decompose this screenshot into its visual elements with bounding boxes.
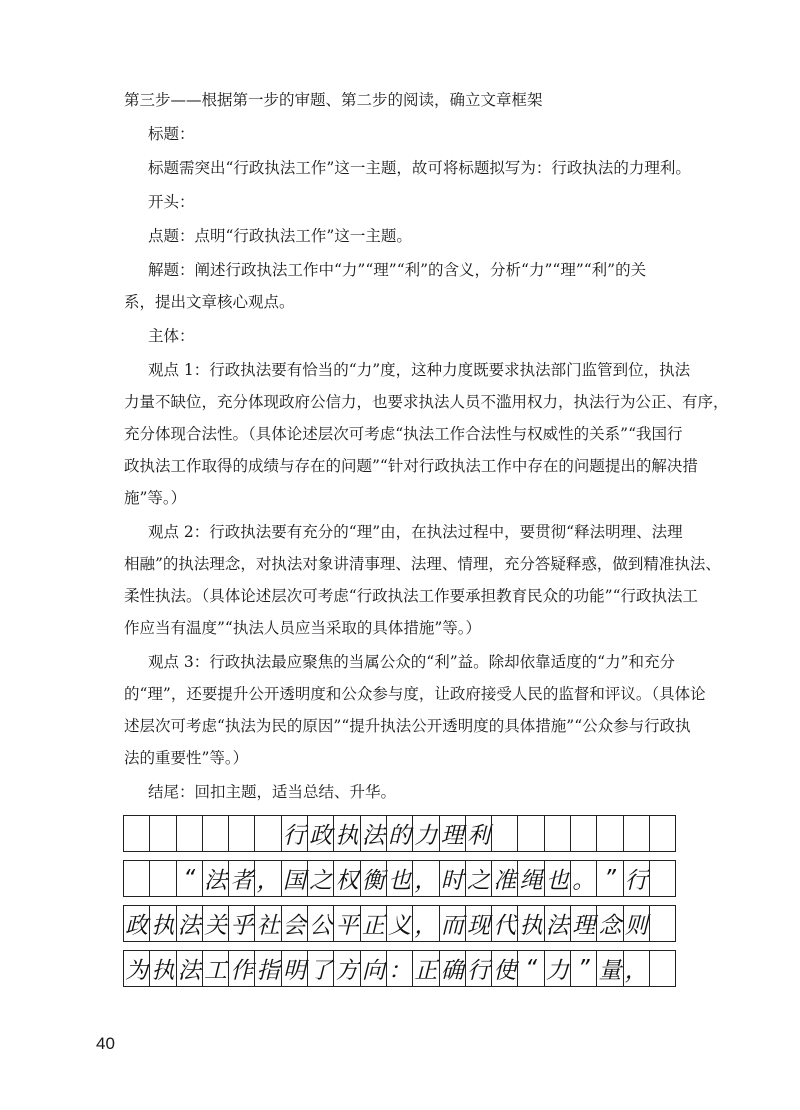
viewpoint-3-line-2: 的“理”，还要提升公开透明度和公众参与度，让政府接受人民的监督和评议。（具体论 — [124, 685, 706, 703]
grid-row — [124, 905, 676, 942]
grid-cell — [176, 815, 203, 852]
grid-cell: 代 — [491, 905, 518, 942]
grid-cell — [649, 860, 676, 897]
grid-cell: 的 — [386, 815, 413, 852]
grid-cell — [123, 860, 150, 897]
opening-point: 点题：点明“行政执法工作”这一主题。 — [148, 227, 412, 245]
grid-cell: “ — [176, 860, 203, 897]
grid-cell — [228, 815, 255, 852]
grid-cell — [123, 815, 150, 852]
grid-cell: 法 — [544, 905, 571, 942]
grid-cell — [596, 815, 623, 852]
grid-cell: 执 — [149, 905, 176, 942]
grid-cell — [544, 815, 571, 852]
grid-cell: 而 — [439, 905, 466, 942]
grid-cell: 行 — [281, 815, 308, 852]
grid-cell: 作 — [228, 950, 255, 987]
grid-cell: 法 — [360, 815, 387, 852]
grid-cell: ” — [596, 860, 623, 897]
grid-row — [124, 860, 676, 897]
grid-cell: 利 — [465, 815, 492, 852]
grid-cell: 乎 — [228, 905, 255, 942]
viewpoint-1-line-3: 充分体现合法性。（具体论述层次可考虑“执法工作合法性与权威性的关系”“我国行 — [124, 425, 683, 443]
grid-cell: 工 — [202, 950, 229, 987]
grid-cell: 绳 — [517, 860, 544, 897]
grid-cell: 国 — [281, 860, 308, 897]
grid-cell: 执 — [149, 950, 176, 987]
grid-cell: 会 — [281, 905, 308, 942]
grid-cell — [149, 860, 176, 897]
grid-cell — [649, 905, 676, 942]
grid-cell: 理 — [570, 905, 597, 942]
viewpoint-3-line-1: 观点 3：行政执法最应聚焦的当属公众的“利”益。除却依靠适度的“力”和充分 — [148, 653, 675, 671]
grid-cell: 义 — [386, 905, 413, 942]
grid-cell: 平 — [333, 905, 360, 942]
grid-cell: 行 — [623, 860, 650, 897]
grid-cell: ， — [623, 950, 650, 987]
grid-cell: 指 — [254, 950, 281, 987]
label-body: 主体： — [148, 327, 195, 345]
grid-cell: 正 — [360, 905, 387, 942]
grid-cell: 明 — [281, 950, 308, 987]
grid-cell: 权 — [333, 860, 360, 897]
grid-cell: 者 — [228, 860, 255, 897]
grid-cell: 之 — [307, 860, 334, 897]
grid-cell: “ — [517, 950, 544, 987]
grid-cell: 政 — [307, 815, 334, 852]
viewpoint-2-line-3: 柔性执法。（具体论述层次可考虑“行政执法工作要承担教育民众的功能”“行政执法工 — [124, 587, 699, 605]
ending-text: 结尾：回扣主题，适当总结、升华。 — [148, 783, 397, 801]
opening-explain-line-2: 系，提出文章核心观点。 — [124, 293, 295, 311]
grid-cell: ” — [570, 950, 597, 987]
viewpoint-2-line-2: 相融”的执法理念，对执法对象讲清事理、法理、情理，充分答疑释惑，做到精准执法、 — [124, 555, 721, 573]
viewpoint-1-line-4: 政执法工作取得的成绩与存在的问题”“针对行政执法工作中存在的问题提出的解决措 — [124, 457, 698, 475]
grid-cell: 。 — [570, 860, 597, 897]
grid-cell: 法 — [176, 905, 203, 942]
grid-cell — [202, 815, 229, 852]
grid-cell: 向 — [360, 950, 387, 987]
label-title: 标题： — [148, 125, 195, 143]
grid-cell: 确 — [439, 950, 466, 987]
grid-cell: 力 — [544, 950, 571, 987]
grid-cell: 力 — [412, 815, 439, 852]
grid-cell — [623, 815, 650, 852]
grid-cell — [491, 815, 518, 852]
grid-cell — [649, 815, 676, 852]
grid-cell: 则 — [623, 905, 650, 942]
grid-cell: 法 — [202, 860, 229, 897]
grid-cell: 念 — [596, 905, 623, 942]
grid-cell: ， — [412, 905, 439, 942]
grid-cell: 时 — [439, 860, 466, 897]
grid-cell: 正 — [412, 950, 439, 987]
grid-row — [124, 950, 676, 987]
grid-cell: 了 — [307, 950, 334, 987]
grid-cell: ： — [386, 950, 413, 987]
grid-cell — [149, 815, 176, 852]
grid-cell — [570, 815, 597, 852]
label-opening: 开头： — [148, 193, 195, 211]
grid-cell: 为 — [123, 950, 150, 987]
viewpoint-1-line-2: 力量不缺位，充分体现政府公信力，也要求执法人员不滥用权力，执法行为公正、有序， — [124, 393, 729, 411]
grid-cell: 法 — [176, 950, 203, 987]
viewpoint-2-line-4: 作应当有温度”“执法人员应当采取的具体措施”等。） — [124, 619, 482, 637]
grid-cell: 使 — [491, 950, 518, 987]
grid-cell: 也 — [386, 860, 413, 897]
grid-cell — [517, 815, 544, 852]
grid-cell: 方 — [333, 950, 360, 987]
grid-row — [124, 815, 676, 852]
grid-cell: 执 — [517, 905, 544, 942]
grid-cell: 量 — [596, 950, 623, 987]
grid-cell: ， — [412, 860, 439, 897]
grid-cell: 社 — [254, 905, 281, 942]
viewpoint-1-line-1: 观点 1：行政执法要有恰当的“力”度，这种力度既要求执法部门监管到位，执法 — [148, 361, 691, 379]
grid-cell: 行 — [465, 950, 492, 987]
grid-cell: 准 — [491, 860, 518, 897]
grid-cell: 衡 — [360, 860, 387, 897]
grid-cell: 关 — [202, 905, 229, 942]
grid-cell — [254, 815, 281, 852]
grid-cell: 公 — [307, 905, 334, 942]
viewpoint-2-line-1: 观点 2：行政执法要有充分的“理”由，在执法过程中，要贯彻“释法明理、法理 — [148, 523, 683, 541]
viewpoint-3-line-4: 法的重要性”等。） — [124, 749, 249, 767]
viewpoint-1-line-5: 施”等。） — [124, 489, 187, 507]
page-number: 40 — [96, 1034, 115, 1053]
grid-cell: 也 — [544, 860, 571, 897]
grid-cell: 之 — [465, 860, 492, 897]
step-heading: 第三步——根据第一步的审题、第二步的阅读，确立文章框架 — [124, 91, 543, 109]
grid-cell: 执 — [333, 815, 360, 852]
opening-explain-line-1: 解题：阐述行政执法工作中“力”“理”“利”的含义，分析“力”“理”“利”的关 — [148, 261, 647, 279]
viewpoint-3-line-3: 述层次可考虑“执法为民的原因”“提升执法公开透明度的具体措施”“公众参与行政执 — [124, 717, 691, 735]
grid-cell: 政 — [123, 905, 150, 942]
grid-cell: 理 — [439, 815, 466, 852]
grid-cell: ， — [254, 860, 281, 897]
grid-cell: 现 — [465, 905, 492, 942]
grid-cell — [649, 950, 676, 987]
title-description: 标题需突出“行政执法工作”这一主题，故可将标题拟写为：行政执法的力理利。 — [148, 159, 691, 177]
